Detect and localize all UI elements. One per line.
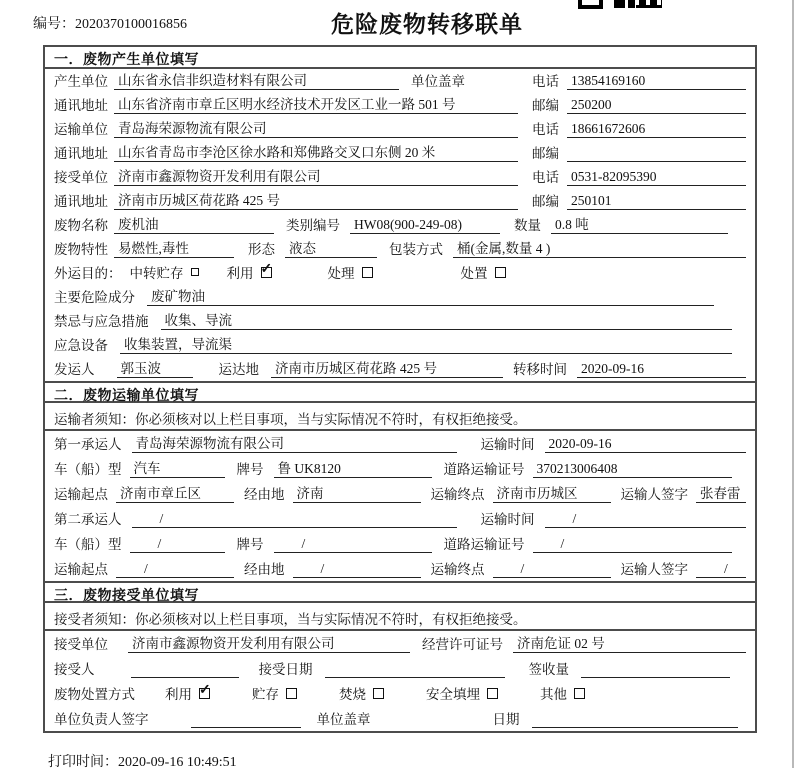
disposal-method-row: [45, 681, 755, 706]
transport-time-field-2: /: [545, 511, 747, 528]
route-start-label: 运输起点: [54, 487, 108, 502]
receiver-phone-field: 0531-82095390: [567, 169, 746, 186]
plate-number-label: 牌号: [236, 537, 264, 552]
acceptor-row: [45, 656, 755, 681]
disposal-option-store: [252, 683, 297, 703]
acceptor-label: 接受人: [54, 662, 95, 677]
option-label: 贮存: [252, 687, 279, 702]
phone-label: 电话: [532, 122, 559, 137]
serial-number: 2020370100016856: [75, 17, 187, 32]
license-number-label: 经营许可证号: [422, 637, 503, 652]
accept-unit-row: [45, 631, 755, 656]
quantity-field: 0.8 吨: [551, 213, 728, 234]
accept-date-label: 接受日期: [258, 662, 313, 677]
emergency-equipment-row: [45, 333, 755, 357]
disposal-other-checkbox: [574, 688, 585, 699]
received-quantity-label: 签收量: [528, 662, 569, 677]
option-label: 处置: [460, 266, 488, 281]
qr-finder-block: [578, 0, 603, 9]
vehicle-row-1: [45, 456, 755, 481]
road-permit-label: 道路运输证号: [443, 462, 525, 477]
waste-attribute-label: 废物特性: [54, 242, 108, 257]
route-start-label: 运输起点: [54, 562, 108, 577]
route-end-label: 运输终点: [430, 487, 485, 502]
carrier-signature-field: 张春雷: [696, 482, 746, 503]
section1-body: [45, 69, 755, 381]
transporter-zip-field: [567, 146, 746, 162]
option-label: 利用: [226, 266, 254, 281]
receiver-name-field: 济南市鑫源物资开发利用有限公司: [114, 165, 518, 186]
receiver-notice: 接受者须知：你必须核对以上栏目事项，当与实际情况不符时，有权拒绝接受。: [45, 603, 755, 631]
route-via-label: 经由地: [244, 487, 285, 502]
purpose-option-dispose: [461, 262, 506, 282]
road-permit-field-2: /: [533, 536, 733, 553]
emergency-measures-field: 收集、导流: [161, 309, 733, 330]
second-carrier-label: 第二承运人: [54, 512, 122, 527]
purpose-transfer-storage-checkbox: [191, 268, 199, 276]
producer-zip-field: 250200: [567, 97, 746, 114]
packaging-field: 桶(金属,数量 4 ): [453, 237, 746, 258]
hazard-component-field: 废矿物油: [147, 285, 714, 306]
phone-label: 电话: [532, 74, 559, 89]
transport-time-field: 2020-09-16: [545, 436, 747, 453]
disposal-incinerate-checkbox: [373, 688, 384, 699]
accept-unit-label: 接受单位: [54, 637, 108, 652]
route-row-2: [45, 556, 755, 581]
address-label: 通讯地址: [54, 98, 108, 113]
option-label: 其他: [540, 687, 567, 702]
producer-address-row: [45, 93, 755, 117]
section1-header: 一．废物产生单位填写: [45, 47, 755, 69]
print-time-label: 打印时间：: [48, 755, 118, 770]
disposal-option-incinerate: [339, 683, 384, 703]
route-row-1: [45, 481, 755, 506]
address-label: 通讯地址: [54, 194, 108, 209]
transporter-address-row: [45, 141, 755, 165]
emergency-measures-label: 禁忌与应急措施: [54, 314, 149, 329]
purpose-dispose-checkbox: [495, 267, 506, 278]
transfer-purpose-label: 外运目的：: [54, 266, 122, 281]
transfer-purpose-row: [45, 261, 755, 285]
transport-time-label: 运输时间: [480, 512, 535, 527]
second-carrier-row: [45, 506, 755, 531]
responsible-signature-row: [45, 706, 755, 731]
qr-module-bar: [636, 5, 662, 8]
category-code-field: HW08(900-249-08): [350, 217, 500, 234]
print-time-line: [48, 751, 237, 771]
transfer-time-field: 2020-09-16: [577, 361, 746, 378]
waste-name-row: [45, 213, 755, 237]
transfer-form-table: [43, 45, 757, 733]
purpose-option-transfer-storage: [130, 262, 199, 282]
unit-seal-label: 单位盖章: [316, 712, 371, 727]
vehicle-type-label: 车（船）型: [54, 462, 122, 477]
print-time-value: 2020-09-16 10:49:51: [118, 755, 237, 770]
receiver-address-field: 济南市历城区荷花路 425 号: [114, 189, 518, 210]
vehicle-type-field: 汽车: [130, 457, 225, 478]
physical-form-label: 形态: [248, 242, 275, 257]
purpose-option-treat: [328, 262, 373, 282]
hazard-component-label: 主要危险成分: [54, 290, 135, 305]
route-end-field-2: /: [493, 561, 611, 578]
producer-phone-field: 13854169160: [567, 73, 746, 90]
responsible-signature-label: 单位负责人签字: [54, 712, 149, 727]
route-start-field-2: /: [116, 561, 234, 578]
transporter-row: [45, 117, 755, 141]
option-label: 安全填埋: [426, 687, 480, 702]
route-via-field-2: /: [293, 561, 421, 578]
hazard-component-row: [45, 285, 755, 309]
first-carrier-field: 青岛海荣源物流有限公司: [132, 432, 457, 453]
route-via-field: 济南: [293, 482, 421, 503]
purpose-treat-checkbox: [362, 267, 373, 278]
responsible-signature-field: [191, 712, 301, 728]
unit-seal-label: 单位盖章: [411, 74, 465, 89]
disposal-store-checkbox: [286, 688, 297, 699]
road-permit-field: 370213006408: [533, 461, 733, 478]
producer-name-field: 山东省永信非织造材料有限公司: [114, 69, 399, 90]
received-quantity-field: [581, 662, 730, 678]
zip-label: 邮编: [532, 146, 559, 161]
scan-edge-artifact: [792, 0, 794, 768]
transporter-name-field: 青岛海荣源物流有限公司: [114, 117, 518, 138]
road-permit-label: 道路运输证号: [443, 537, 525, 552]
carrier-signature-label: 运输人签字: [620, 562, 688, 577]
zip-label: 邮编: [532, 194, 559, 209]
acceptor-name-field: [131, 662, 239, 678]
phone-label: 电话: [532, 170, 559, 185]
disposal-method-label: 废物处置方式: [54, 687, 135, 702]
receiver-label: 接受单位: [54, 170, 108, 185]
disposal-option-landfill: [426, 683, 498, 703]
license-number-field: 济南危证 02 号: [513, 632, 746, 653]
carrier-signature-label: 运输人签字: [620, 487, 688, 502]
accept-date-field: [325, 662, 505, 678]
section2-header: 二．废物运输单位填写: [45, 381, 755, 403]
emergency-equipment-label: 应急设备: [54, 338, 108, 353]
first-carrier-label: 第一承运人: [54, 437, 122, 452]
route-end-field: 济南市历城区: [493, 482, 611, 503]
purpose-option-utilize: [227, 262, 272, 282]
option-label: 利用: [165, 687, 192, 702]
serial-label: 编号：: [33, 17, 75, 32]
dispatcher-name-field: 郭玉波: [117, 357, 193, 378]
option-label: 中转贮存: [129, 266, 184, 281]
receiver-zip-field: 250101: [567, 193, 746, 210]
disposal-landfill-checkbox: [487, 688, 498, 699]
carrier-signature-field-2: /: [696, 561, 746, 578]
waste-name-label: 废物名称: [54, 218, 108, 233]
qr-module-block: [614, 0, 625, 8]
destination-field: 济南市历城区荷花路 425 号: [271, 357, 503, 378]
packaging-label: 包装方式: [389, 242, 443, 257]
transporter-phone-field: 18661672606: [567, 121, 746, 138]
route-via-label: 经由地: [244, 562, 285, 577]
transporter-label: 运输单位: [54, 122, 108, 137]
dispatcher-label: 发运人: [54, 362, 95, 377]
option-label: 焚烧: [339, 687, 366, 702]
zip-label: 邮编: [532, 98, 559, 113]
receiver-row: [45, 165, 755, 189]
emergency-measures-row: [45, 309, 755, 333]
route-end-label: 运输终点: [430, 562, 485, 577]
accept-unit-field: 济南市鑫源物资开发利用有限公司: [128, 632, 410, 653]
receiver-address-row: [45, 189, 755, 213]
serial-number-line: [33, 13, 187, 33]
quantity-label: 数量: [514, 218, 541, 233]
plate-number-field-2: /: [274, 536, 432, 553]
section3-body: [45, 631, 755, 731]
waste-attribute-row: [45, 237, 755, 261]
vehicle-type-field-2: /: [130, 536, 225, 553]
second-carrier-field: /: [132, 511, 457, 528]
transfer-time-label: 转移时间: [513, 362, 567, 377]
page-title: 危险废物转移联单: [331, 12, 523, 37]
seal-date-label: 日期: [492, 712, 520, 727]
vehicle-type-label: 车（船）型: [54, 537, 122, 552]
option-label: 处理: [327, 266, 355, 281]
section3-header: 三．废物接受单位填写: [45, 581, 755, 603]
category-code-label: 类别编号: [286, 218, 340, 233]
section2-body: [45, 431, 755, 581]
waste-attribute-field: 易燃性,毒性: [114, 237, 234, 258]
route-start-field: 济南市章丘区: [116, 482, 234, 503]
emergency-equipment-field: 收集装置，导流渠: [120, 333, 732, 354]
purpose-utilize-checkbox: [261, 267, 272, 278]
producer-row: [45, 69, 755, 93]
disposal-option-other: [540, 683, 585, 703]
transport-time-label: 运输时间: [480, 437, 535, 452]
waste-name-field: 废机油: [114, 213, 274, 234]
transporter-notice: 运输者须知：你必须核对以上栏目事项，当与实际情况不符时，有权拒绝接受。: [45, 403, 755, 431]
address-label: 通讯地址: [54, 146, 108, 161]
seal-date-field: [532, 712, 739, 728]
transporter-address-field: 山东省青岛市李沧区徐水路和郑佛路交叉口东侧 20 米: [114, 141, 518, 162]
first-carrier-row: [45, 431, 755, 456]
producer-label: 产生单位: [54, 74, 108, 89]
disposal-utilize-checkbox: [199, 688, 210, 699]
producer-address-field: 山东省济南市章丘区明水经济技术开发区工业一路 501 号: [114, 93, 518, 114]
dispatch-row: [45, 357, 755, 381]
qr-code-fragment: [578, 0, 662, 9]
destination-label: 运达地: [218, 362, 259, 377]
plate-number-field: 鲁 UK8120: [274, 457, 432, 478]
vehicle-row-2: [45, 531, 755, 556]
disposal-option-utilize: [165, 683, 210, 703]
physical-form-field: 液态: [285, 237, 377, 258]
plate-number-label: 牌号: [236, 462, 264, 477]
